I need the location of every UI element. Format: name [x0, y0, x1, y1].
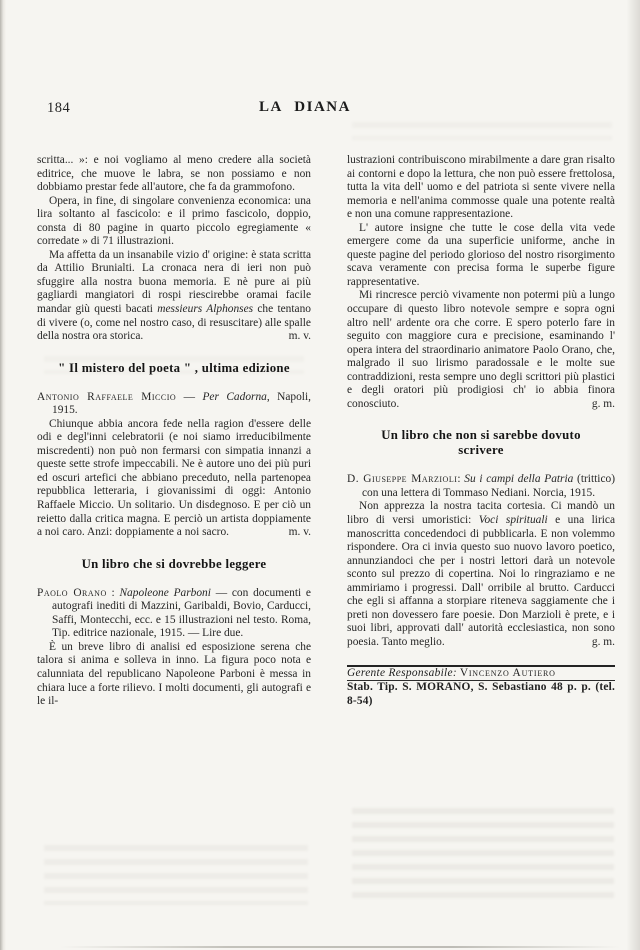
body-text: Ma affetta da un insanabile vizio d' origine: è stata scritta da Attilio Brunialti. La cronaca nera di ieri non può sfuggire alla nostra buona memoria. E nè pure ai più gagliardi mangiatori di rospi riescirebbe oramai facile mandar giù questi bacati [37, 248, 311, 316]
scan-edge-shadow-right [624, 0, 640, 950]
smallcaps-name: D. Giuseppe Marzioli [347, 473, 458, 486]
page-header [0, 0, 640, 124]
two-column-text-body [37, 154, 640, 709]
right-column [347, 154, 615, 709]
section-heading: Un libro che non si sarebbe dovuto scrivere [381, 428, 581, 458]
body-text: — con documenti e autografi inediti di Mazzini, Garibaldi, Bovio, Carducci, Saffi, Montecchi, ecc. e 15 illustrazioni nel testo. Roma, Tip. editrice nazionale, 1915. — Lire due. [52, 586, 311, 640]
paragraph [347, 222, 615, 290]
page-number: 184 [47, 100, 71, 116]
paragraph [37, 154, 311, 195]
bibliographic-entry [37, 587, 311, 641]
smallcaps-name: Antonio Raffaele Miccio [37, 390, 177, 403]
body-text: Non apprezza la nostra tacita cortesia. Ci mandò un libro di versi umoristici: [347, 500, 615, 527]
bibliographic-entry [347, 473, 615, 500]
responsible-manager-label: Gerente Responsabile: [347, 666, 457, 679]
paragraph [37, 249, 311, 344]
italic-text: Voci spirituali [478, 514, 548, 527]
body-text: Opera, in fine, di singolare convenienza economica: una lira soltanto al fascicolo: e il primo fascicolo, doppio, consta di 80 pagine in quarto piccolo egregiamente « corredate » di 71 illustrazioni. [37, 194, 311, 248]
italic-text: Napoleone Parboni [119, 586, 211, 599]
body-text: Mi rincresce perciò vivamente non potermi più a lungo occupare di questo libro notevole sempre e sopra ogni altro nell' ardente ora che corre. E spero poterlo fare in seguito con maggiore cura e precisione, esaminando l' opera intera del straordinario animatore Paolo Orano, che, malgrado il suo lirismo paradossale e le molte sue contraddizioni, resta sempre uno degli scrittori più plastici e degli oratori più prodigiosi ch' io abbia finora conosciuto. [347, 289, 615, 410]
bibliographic-entry [37, 391, 311, 418]
italic-text: messieurs Alphonses [157, 303, 254, 316]
section-heading: Un libro che si dovrebbe leggere [81, 556, 267, 571]
imprint-block [347, 665, 615, 709]
paragraph [347, 289, 615, 411]
body-text: : [106, 586, 120, 599]
body-text: scritta... »: e noi vogliamo al meno credere alla società editrice, che muove le labra, se non possiamo e non dobbiamo prestar fede all'autore, che fa da grammofono. [37, 154, 311, 194]
body-text: Chiunque abbia ancora fede nella ragion d'essere delle odi e degl'inni celebratorii (e noi siamo irreducibilmente miscredenti) non può non fermarsi con simpatia innanzi a queste sette strofe impeccabili. Ne è autore uno dei più puri ed oscuri artefici che abbiano preceduto, nella partenopea repubblica letteraria, i giovanissimi di oggi: Antonio Raffaele Miccio. Un solitario. Un disdegnoso. E per ciò un reietto dalla critica magna. E perciò un artista doppiamente a noi caro. Anzi: doppiamente a noi sacro. [37, 417, 311, 539]
scan-edge-shadow-left [0, 0, 6, 950]
bleed-through-texture [352, 122, 612, 140]
responsible-manager-line [347, 667, 615, 681]
body-text: e una lirica manoscritta concedendoci di pubblicarla. E non volemmo rispondere. Ora ci invia questo suo nuovo lavoro poetico, annunziandoci che per i nostri lettori darà un notevole sconto sul prezzo di copertina. Noi lo ringraziamo e ne ammiriamo i progressi. Dall' orribile al brutto. Carducci che egli si affanna a storpiare riteneva saggiamente che i preti non dovessero fare poesie. Don Marzioli è prete, e i suoi libri, approvati dall' autorità ecclesiastica, non sono poesia. Tanto meglio. [347, 514, 616, 648]
body-text: , Napoli, 1915. [52, 390, 311, 417]
bleed-through-texture [44, 845, 308, 905]
body-text: lustrazioni contribuiscono mirabilmente a dare gran risalto ai contorni e dopo la lettura, che non può essere frettolosa, tutta la vita dell' uomo e del patriota si sente vivere nella memoria e nell'anima commosse quale una potente realtà e non una comune rappresentazione. [347, 154, 615, 221]
paragraph [347, 500, 615, 649]
body-text: : [457, 473, 465, 486]
section-heading: " Il mistero del poeta " , ultima edizione [58, 360, 290, 375]
responsible-manager-name: Vincenzo Autiero [459, 666, 556, 679]
paragraph [37, 418, 311, 540]
reviewer-initials: g. m. [591, 635, 615, 648]
body-text: È un breve libro di analisi ed esposizione serena che talora si anima e solleva in inno. La figura poco nota e calunniata del republicano Napoleone Parboni è messa in chiara luce a forte rilievo. I molti documenti, gli autografi e le il- [37, 640, 311, 708]
reviewer-initials: g. m. [591, 397, 615, 410]
smallcaps-name: Paolo Orano [37, 586, 107, 599]
printer-imprint-line: Stab. Tip. S. MORANO, S. Sebastiano 48 p. p. (tel. 8-54) [347, 681, 615, 707]
left-column [37, 154, 311, 709]
scan-edge-shadow-bottom [60, 946, 620, 948]
body-text: — [176, 390, 203, 403]
body-text: (trittico) con una lettera di Tommaso Nediani. Norcia, 1915. [362, 473, 615, 499]
italic-text: Su i campi della Patria [464, 473, 574, 486]
paragraph [347, 154, 615, 222]
body-text: L' autore insigne che tutte le cose della vita vede emergere come da una superficie uniforme, anche in queste pagine del periodo glorioso del nostro risorgimento scava veramente con precisa forma le superbe figure rappresentative. [347, 221, 615, 288]
body-text: che tentano di vivere (o, come nel nostro caso, di resuscitare) alle spalle della nostra ora storica. [37, 303, 311, 343]
paragraph [37, 195, 311, 249]
journal-title: LA DIANA [259, 99, 351, 115]
paragraph [37, 641, 311, 709]
bleed-through-texture [352, 808, 614, 904]
italic-text: Per Cadorna [202, 390, 267, 403]
reviewer-initials: m. v. [288, 526, 311, 539]
reviewer-initials: m. v. [288, 330, 311, 343]
